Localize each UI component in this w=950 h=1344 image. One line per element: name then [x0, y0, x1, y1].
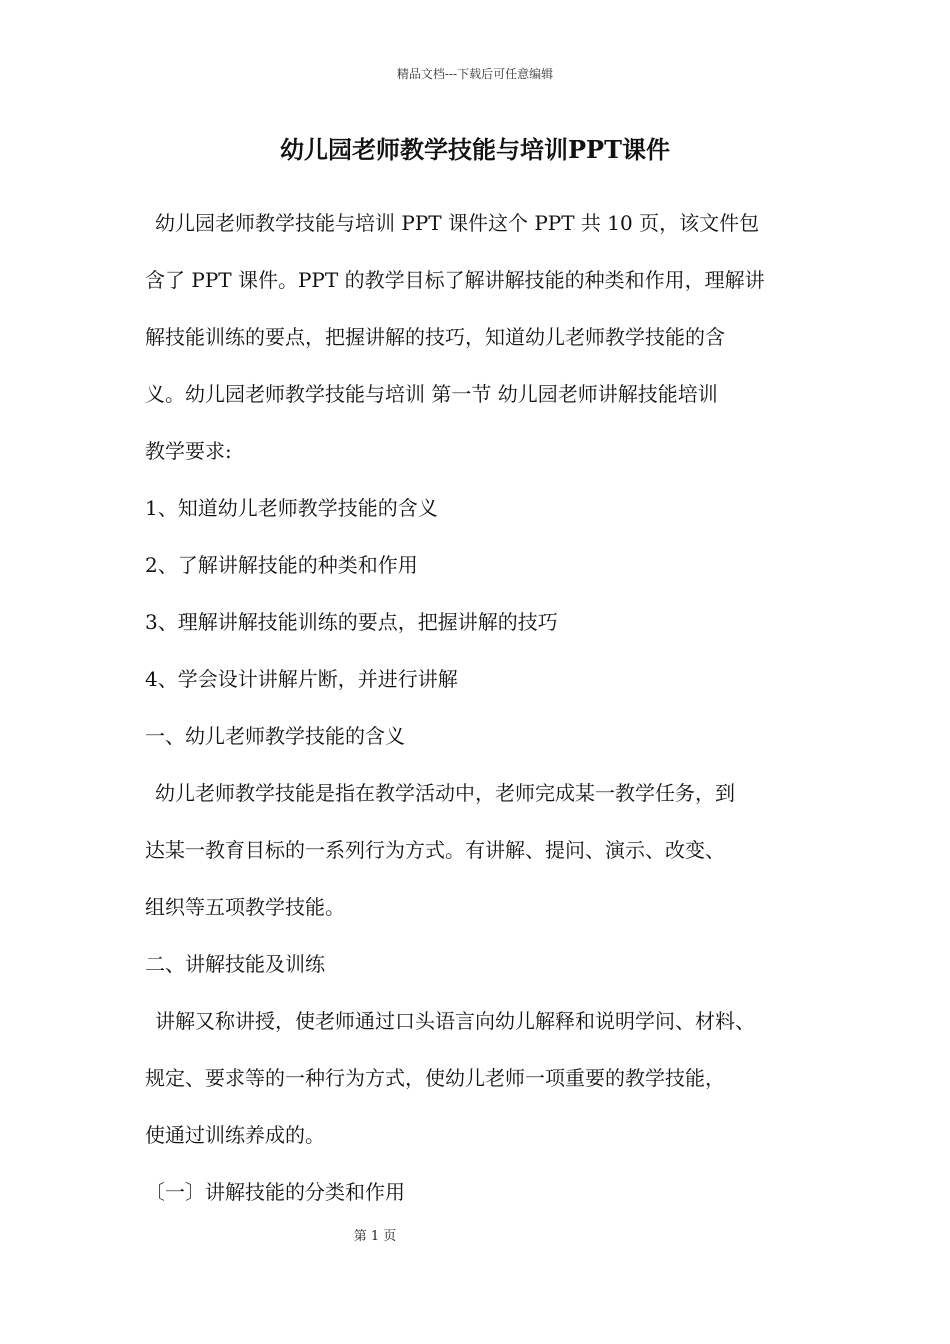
body-line: 含了 PPT 课件。PPT 的教学目标了解讲解技能的种类和作用，理解讲 [145, 268, 765, 292]
list-item: 3、理解讲解技能训练的要点，把握讲解的技巧 [145, 610, 558, 634]
body-line: 幼儿老师教学技能是指在教学活动中，老师完成某一教学任务，到 [155, 781, 735, 805]
body-line: 教学要求: [145, 439, 232, 463]
page-number: 第 1 页 [353, 1229, 397, 1244]
section-heading: 一、幼儿老师教学技能的含义 [145, 724, 405, 748]
body-line: 使通过训练养成的。 [145, 1123, 325, 1147]
body-line: 组织等五项教学技能。 [145, 895, 345, 919]
document-title: 幼儿园老师教学技能与培训PPT课件 [280, 135, 670, 164]
body-line: 解技能训练的要点，把握讲解的技巧，知道幼儿老师教学技能的含 [145, 325, 725, 349]
body-line: 义。幼儿园老师教学技能与培训 第一节 幼儿园老师讲解技能培训 [145, 382, 718, 406]
list-item: 2、了解讲解技能的种类和作用 [145, 553, 418, 577]
body-line: 讲解又称讲授，使老师通过口头语言向幼儿解释和说明学问、材料、 [155, 1009, 755, 1033]
body-line: 规定、要求等的一种行为方式，使幼儿老师一项重要的教学技能， [145, 1066, 725, 1090]
document-body [145, 195, 815, 1221]
section-heading: 二、讲解技能及训练 [145, 952, 325, 976]
body-line: 幼儿园老师教学技能与培训 PPT 课件这个 PPT 共 10 页，该文件包 [155, 211, 760, 235]
page-header: 精品文档---下载后可任意编辑 [396, 67, 554, 81]
body-line: 达某一教育目标的一系列行为方式。有讲解、提问、演示、改变、 [145, 838, 725, 862]
list-item: 1、知道幼儿老师教学技能的含义 [145, 496, 438, 520]
subsection-heading: 〔一〕讲解技能的分类和作用 [145, 1180, 405, 1204]
list-item: 4、学会设计讲解片断，并进行讲解 [145, 667, 458, 691]
